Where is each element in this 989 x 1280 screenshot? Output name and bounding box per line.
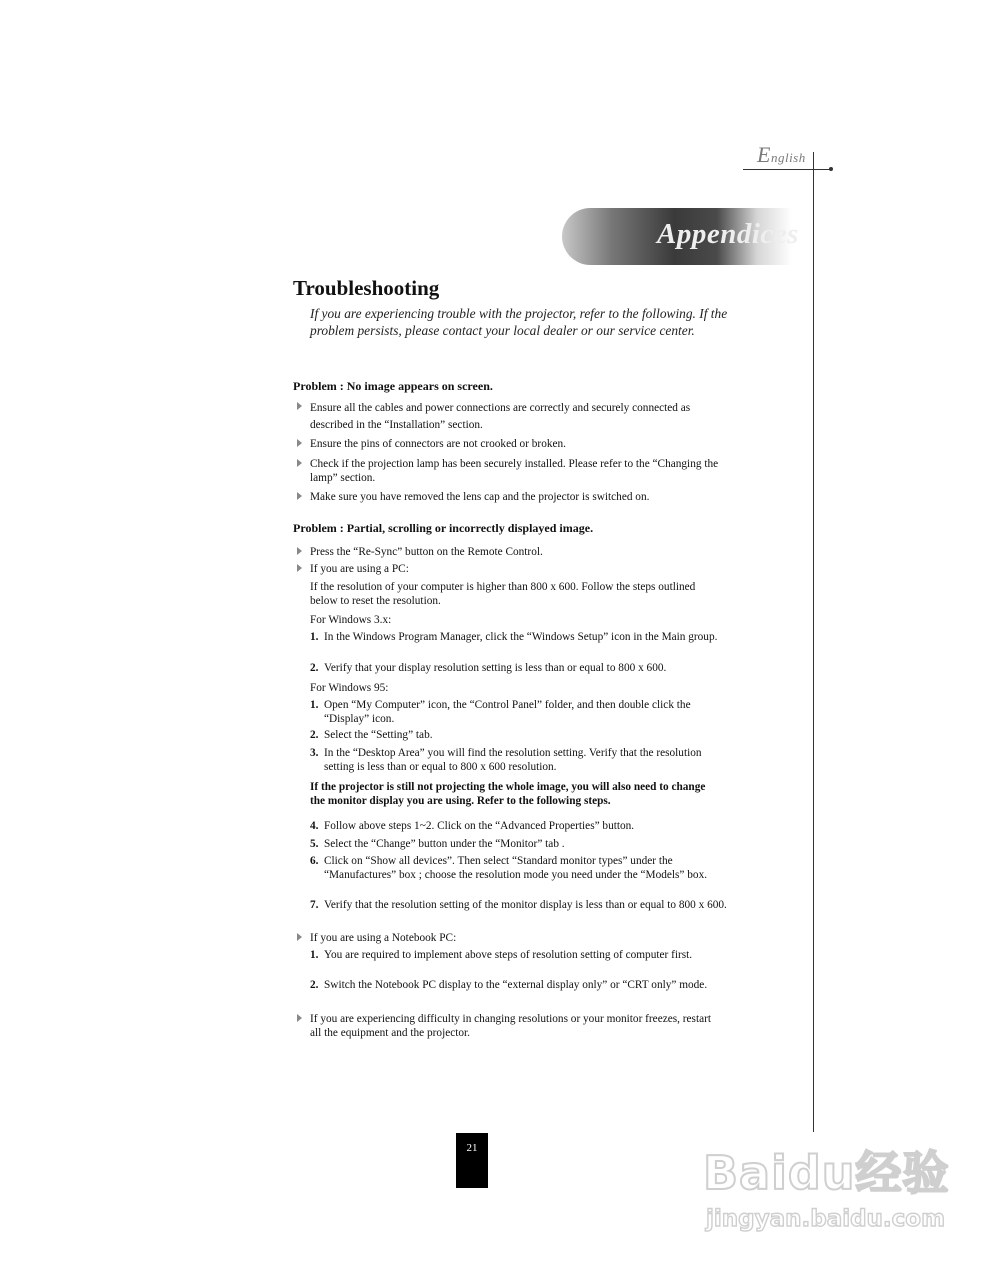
step-item: 1. You are required to implement above steps of resolution setting of computer first.: [310, 949, 693, 961]
bullet-arrow-icon: [297, 439, 302, 447]
step-item: 5. Select the “Change” button under the “Monitor” tab .: [310, 838, 565, 850]
bullet-arrow-icon: [297, 492, 302, 500]
section-title: Appendices: [657, 218, 799, 250]
step-item: 7. Verify that the resolution setting of the monitor display is less than or equal to 800 x 600.: [310, 899, 727, 911]
windows95-label: For Windows 95:: [310, 682, 389, 694]
problem-heading-2: Problem : Partial, scrolling or incorrectly displayed image.: [293, 521, 594, 535]
bullet-arrow-icon: [297, 564, 302, 572]
list-item: If you are using a Notebook PC:: [310, 931, 720, 945]
bullet-arrow-icon: [297, 933, 302, 941]
page-title: Troubleshooting: [293, 276, 440, 300]
problem-heading-1: Problem : No image appears on screen.: [293, 379, 493, 393]
bullet-arrow-icon: [297, 1014, 302, 1022]
language-label: English: [757, 142, 806, 167]
list-item: Ensure all the cables and power connections are correctly and securely connected as described in the “Installation” section.: [310, 400, 720, 434]
step-item: 2. Verify that your display resolution setting is less than or equal to 800 x 600.: [310, 662, 667, 674]
bullet-arrow-icon: [297, 459, 302, 467]
step-item: 2. Select the “Setting” tab.: [310, 729, 433, 741]
watermark-logo: Baidu经验: [703, 1146, 950, 1200]
list-item: If you are using a PC:: [310, 562, 720, 576]
step-item: 1. Open “My Computer” icon, the “Control Panel” folder, and then double click the “Display” icon.: [310, 699, 691, 725]
list-item: If you are experiencing difficulty in changing resolutions or your monitor freezes, restart all the equipment and the projector.: [310, 1012, 720, 1040]
step-item: 3. In the “Desktop Area” you will find the resolution setting. Verify that the resolution setting is less than or equal to 800 x 600 resolution.: [310, 747, 702, 773]
list-item: Check if the projection lamp has been securely installed. Please refer to the “Changing the lamp” section.: [310, 457, 720, 485]
header-rule: [743, 169, 831, 170]
watermark-url: jingyan.baidu.com: [706, 1206, 946, 1232]
step-item: 2. Switch the Notebook PC display to the “external display only” or “CRT only” mode.: [310, 979, 708, 991]
page-number: 21: [456, 1133, 488, 1188]
list-item: Ensure the pins of connectors are not crooked or broken.: [310, 437, 720, 451]
bullet-arrow-icon: [297, 402, 302, 410]
step-item: 1. In the Windows Program Manager, click the “Windows Setup” icon in the Main group.: [310, 631, 718, 643]
intro-text: If you are experiencing trouble with the projector, refer to the following. If the problem persists, please contact your local dealer or our service center.: [310, 306, 728, 338]
bullet-arrow-icon: [297, 547, 302, 555]
rule-dot: [829, 167, 833, 171]
pc-note: If the resolution of your computer is higher than 800 x 600. Follow the steps outlined below to reset the resolution.: [310, 581, 696, 607]
list-item: Make sure you have removed the lens cap and the projector is switched on.: [310, 490, 720, 504]
step-item: 4. Follow above steps 1~2. Click on the “Advanced Properties” button.: [310, 820, 635, 832]
windows3-label: For Windows 3.x:: [310, 614, 392, 626]
monitor-note: If the projector is still not projecting the whole image, you will also need to change the monitor display you are using. Refer to the following steps.: [310, 781, 706, 807]
step-item: 6. Click on “Show all devices”. Then select “Standard monitor types” under the “Manufactures” box ; choose the resolution mode you need under the “Models” box.: [310, 855, 708, 881]
list-item: Press the “Re-Sync” button on the Remote Control.: [310, 545, 720, 559]
margin-rule: [813, 152, 814, 1132]
